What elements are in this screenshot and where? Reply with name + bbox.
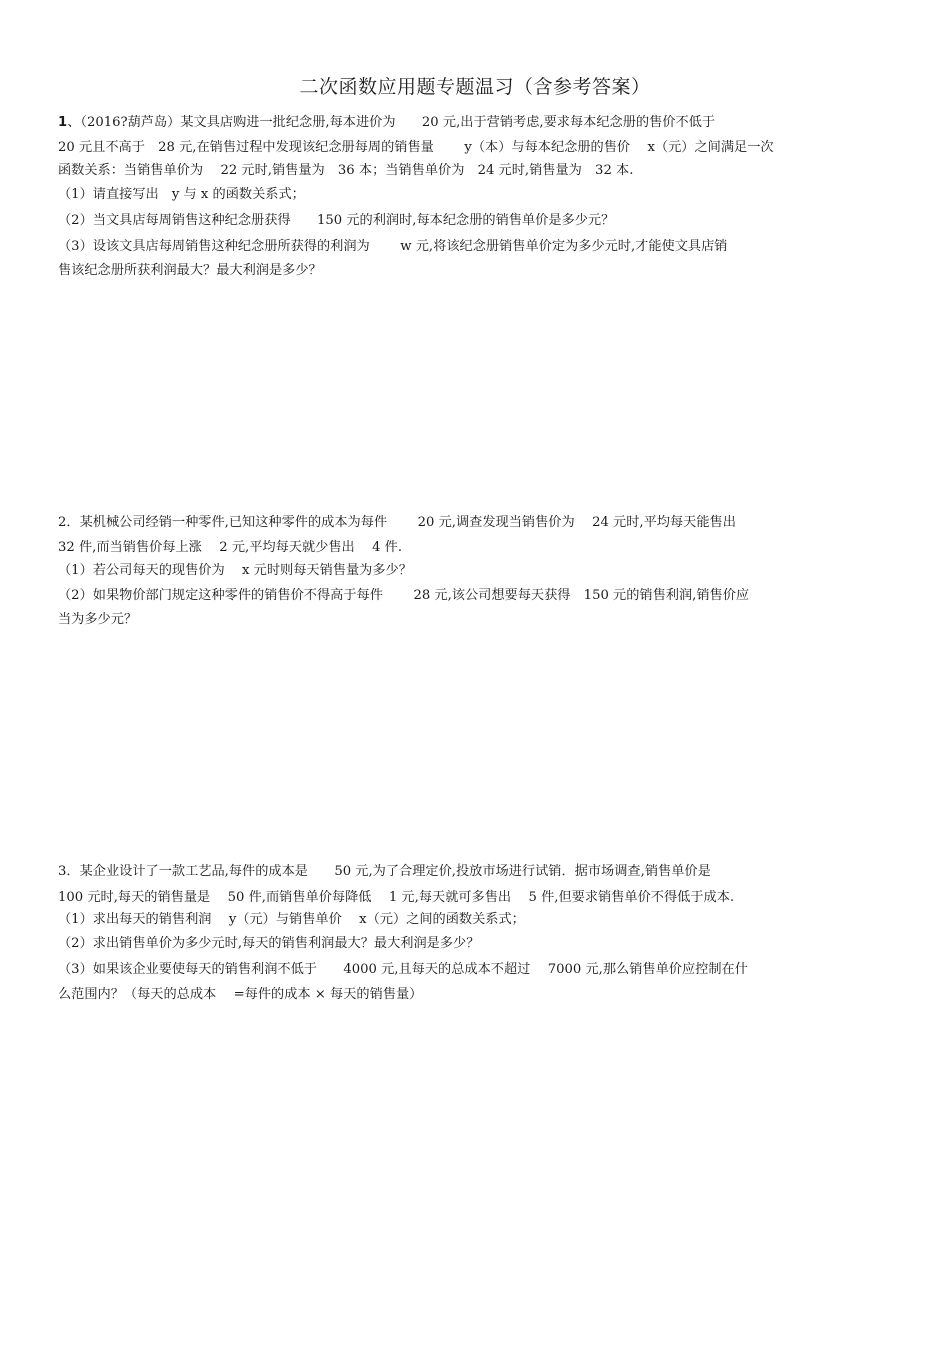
q1-line-3: 函数关系：当销售单价为 22 元时,销售量为 36 本；当销售单价为 24 元时,销售量为 32 本.: [58, 163, 634, 178]
q3-part-3-cont: 么范围内？（每天的总成本 =每件的成本 × 每天的销售量）: [58, 987, 423, 1002]
q1-part-3-cont: 售该纪念册所获利润最大？最大利润是多少？: [58, 263, 322, 278]
q2-line-2: 32 件,而当销售价每上涨 2 元,平均每天就少售出 4 件.: [58, 540, 403, 555]
page-title: 二次函数应用题专题温习（含参考答案）: [299, 76, 651, 98]
q3-part-3: （3）如果该企业要使每天的销售利润不低于 4000 元,且每天的总成本不超过 7000 元,那么销售单价应控制在什: [58, 962, 748, 977]
q1-part-2: （2）当文具店每周销售这种纪念册获得 150 元的利润时,每本纪念册的销售单价是多少元？: [58, 213, 615, 228]
q1-line-2: 20 元且不高于 28 元,在销售过程中发现该纪念册每周的销售量 y（本）与每本纪念册的售价 x（元）之间满足一次: [58, 140, 774, 155]
q2-line-1: 2．某机械公司经销一种零件,已知这种零件的成本为每件 20 元,调查发现当销售价为 24 元时,平均每天能售出: [58, 515, 736, 530]
q2-part-1: （1）若公司每天的现售价为 x 元时则每天销售量为多少？: [58, 563, 412, 578]
q1-number: 1: [58, 115, 68, 130]
q1-line-1-text: 、（2016?葫芦岛）某文具店购进一批纪念册,每本进价为 20 元,出于营销考虑,要求每本纪念册的售价不低于: [67, 115, 716, 130]
q3-line-2: 100 元时,每天的销售量是 50 件,而销售单价每降低 1 元,每天就可多售出 5 件,但要求销售单价不得低于成本.: [58, 890, 735, 905]
q3-part-2: （2）求出销售单价为多少元时,每天的销售利润最大？最大利润是多少？: [58, 936, 480, 951]
q1-part-3: （3）设该文具店每周销售这种纪念册所获得的利润为 w 元,将该纪念册销售单价定为多少元时,才能使文具店销: [58, 239, 728, 254]
q2-part-2-cont: 当为多少元？: [58, 612, 138, 627]
q3-line-1: 3．某企业设计了一款工艺品,每件的成本是 50 元,为了合理定价,投放市场进行试销．据市场调查,销售单价是: [58, 864, 711, 879]
q1-line-1: [58, 114, 715, 132]
q3-part-1: （1）求出每天的销售利润 y（元）与销售单价 x（元）之间的函数关系式；: [58, 912, 525, 927]
q1-part-1: （1）请直接写出 y 与 x 的函数关系式；: [58, 187, 305, 202]
q2-part-2: （2）如果物价部门规定这种零件的销售价不得高于每件 28 元,该公司想要每天获得 150 元的销售利润,销售价应: [58, 588, 750, 603]
